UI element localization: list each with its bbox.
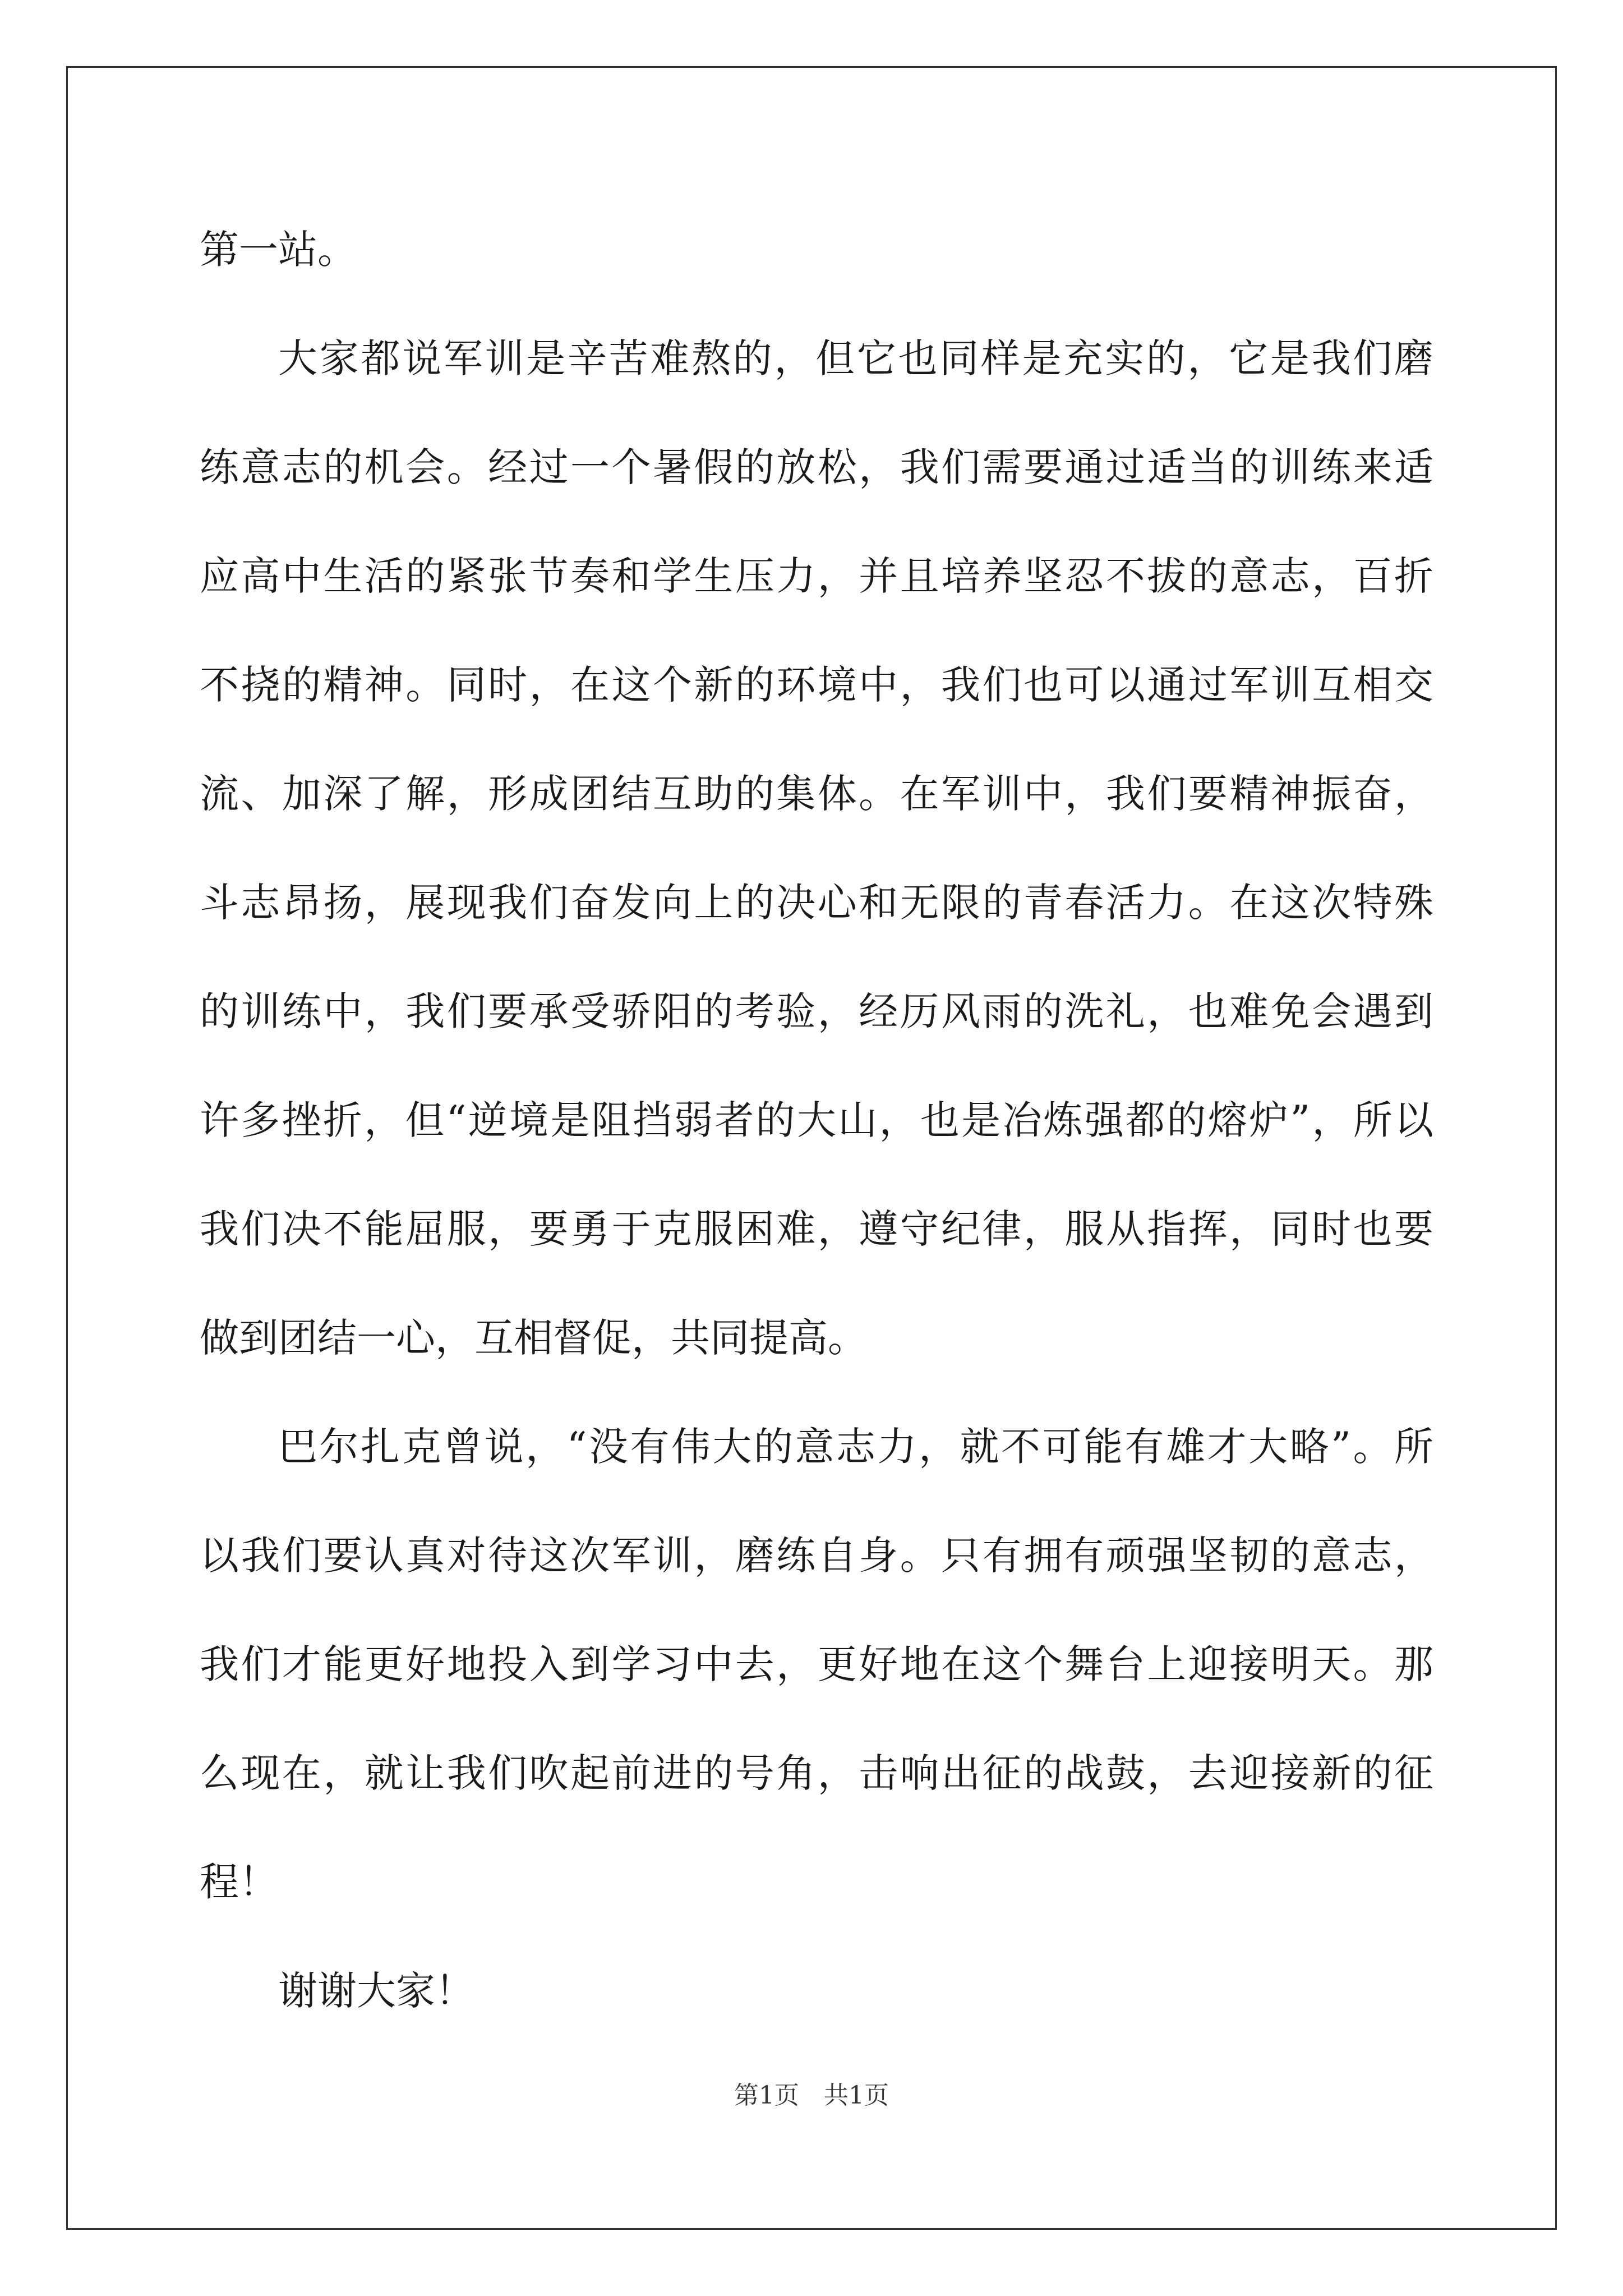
text-line: 么现在，就让我们吹起前进的号角，击响出征的战鼓，去迎接新的征: [200, 1750, 1433, 1796]
page-count: 共1页: [824, 2081, 889, 2110]
text-line: 我们才能更好地投入到学习中去，更好地在这个舞台上迎接明天。那: [200, 1641, 1433, 1687]
text-line: 的训练中，我们要承受骄阳的考验，经历风雨的洗礼，也难免会遇到: [200, 988, 1433, 1034]
text-line: 巴尔扎克曾说，“没有伟大的意志力，就不可能有雄才大略”。所: [278, 1424, 1433, 1470]
text-line: 谢谢大家！: [278, 1968, 474, 2014]
text-line: 以我们要认真对待这次军训，磨练自身。只有拥有顽强坚韧的意志，: [200, 1533, 1433, 1579]
text-line: 不挠的精神。同时，在这个新的环境中，我们也可以通过军训互相交: [200, 662, 1433, 708]
text-line: 程！: [200, 1859, 278, 1905]
text-line: 练意志的机会。经过一个暑假的放松，我们需要通过适当的训练来适: [200, 444, 1433, 490]
text-line: 流、加深了解，形成团结互助的集体。在军训中，我们要精神振奋，: [200, 771, 1433, 817]
text-line: 做到团结一心，互相督促，共同提高。: [200, 1315, 867, 1361]
text-line: 斗志昂扬，展现我们奋发向上的决心和无限的青春活力。在这次特殊: [200, 880, 1433, 926]
page-number: 第1页: [734, 2081, 799, 2110]
text-line: 大家都说军训是辛苦难熬的，但它也同样是充实的，它是我们磨: [278, 335, 1433, 381]
text-line: 第一站。: [200, 227, 357, 273]
text-line: 许多挫折，但“逆境是阻挡弱者的大山，也是冶炼强都的熔炉”，所以: [200, 1097, 1433, 1143]
text-line: 应高中生活的紧张节奏和学生压力，并且培养坚忍不拔的意志，百折: [200, 553, 1433, 599]
page-footer: [0, 2079, 1623, 2113]
text-line: 我们决不能屈服，要勇于克服困难，遵守纪律，服从指挥，同时也要: [200, 1206, 1433, 1252]
